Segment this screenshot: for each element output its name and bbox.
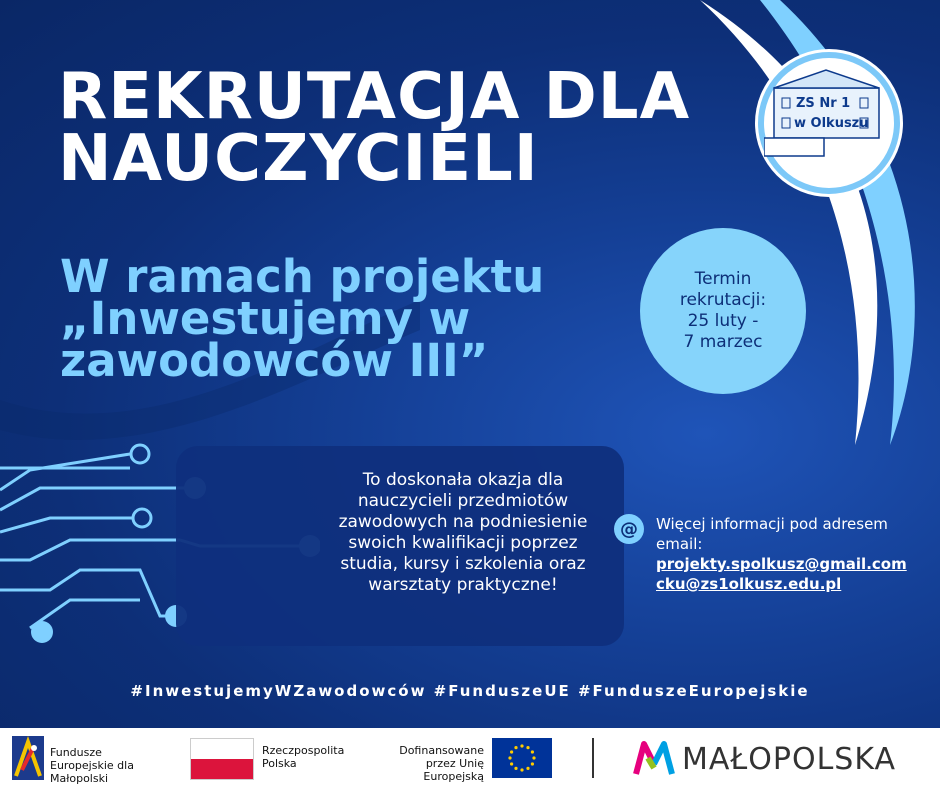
eu-funds-icon bbox=[12, 736, 44, 780]
project-subtitle: W ramach projektu „Inwestujemy w zawodowców III” bbox=[60, 250, 545, 387]
at-icon: @ bbox=[614, 514, 644, 544]
deadline-line-2: rekrutacji: bbox=[679, 290, 767, 310]
email-link-1[interactable]: projekty.spolkusz@gmail.com bbox=[656, 555, 907, 573]
hashtags: #InwestujemyWZawodowców #FunduszeUE #FunduszeEuropejskie bbox=[130, 682, 810, 700]
page-title: REKRUTACJA DLA NAUCZYCIELI bbox=[58, 60, 691, 196]
contact-block bbox=[656, 514, 936, 594]
school-logo bbox=[758, 52, 900, 194]
email-link-2[interactable]: cku@zs1olkusz.edu.pl bbox=[656, 575, 842, 593]
recruitment-deadline-badge bbox=[640, 228, 806, 394]
logo-line-2: w Olkuszu bbox=[794, 116, 869, 131]
deadline-line-3: 25 luty - bbox=[687, 311, 759, 331]
poland-flag-icon bbox=[190, 738, 254, 780]
eu-cofunded-label: Dofinansowane przez Unię Europejską bbox=[399, 744, 484, 783]
footer-logos bbox=[0, 728, 940, 788]
eu-funds-label: Fundusze Europejskie dla Małopolski bbox=[50, 746, 134, 785]
deadline-line-1: Termin bbox=[694, 269, 752, 289]
malopolska-label: MAŁOPOLSKA bbox=[682, 742, 897, 777]
malopolska-logo-icon bbox=[632, 738, 676, 778]
logo-line-1: ZS Nr 1 bbox=[796, 96, 851, 111]
info-text: To doskonała okazja dla nauczycieli przedmiotów zawodowych na podniesienie swoich kwalifikacji poprzez studia, kursy i szkolenia oraz warsztaty praktyczne! bbox=[338, 470, 588, 595]
poland-label: Rzeczpospolita Polska bbox=[262, 744, 345, 770]
footer-divider bbox=[592, 738, 594, 778]
eu-flag-icon bbox=[492, 738, 552, 778]
contact-label: Więcej informacji pod adresem email: bbox=[656, 515, 888, 553]
deadline-line-4: 7 marzec bbox=[683, 332, 763, 352]
